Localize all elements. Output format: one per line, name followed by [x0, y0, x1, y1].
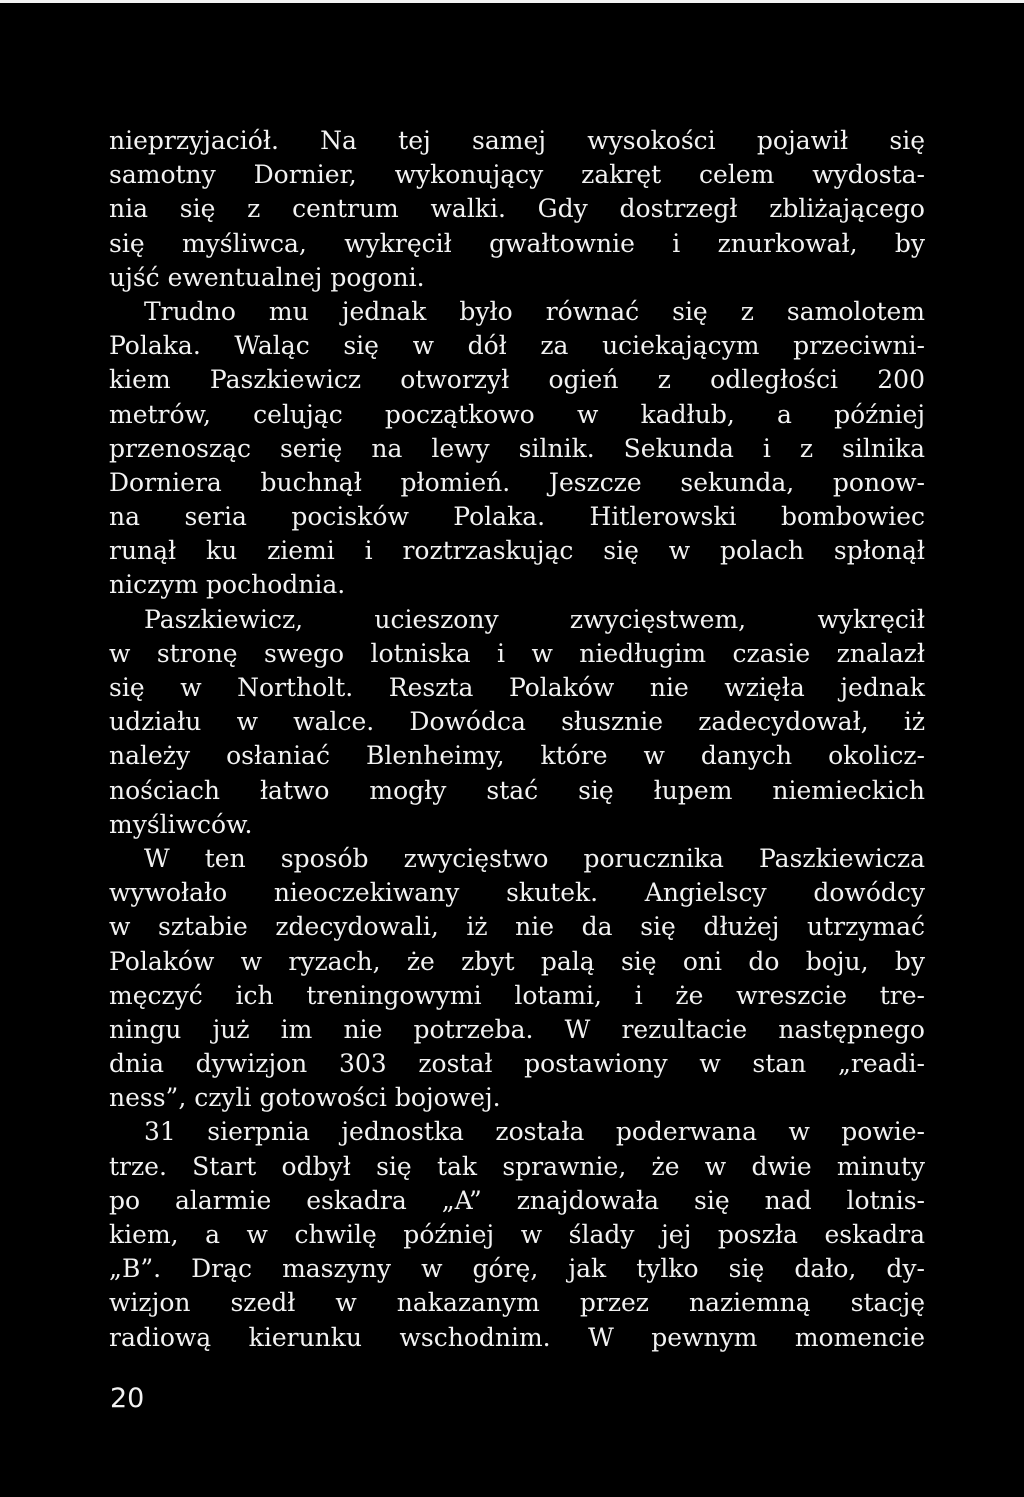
text-line: niczym pochodnia. — [109, 570, 346, 600]
text-line: W ten sposób zwycięstwo porucznika Paszkiewicza — [144, 843, 925, 873]
text-line: nieprzyjaciół. Na tej samej wysokości pojawił się — [109, 126, 925, 155]
text-line: 31 sierpnia jednostka została poderwana w powie- — [144, 1117, 925, 1147]
text-line: Dorniera buchnął płomień. Jeszcze sekunda, ponow- — [109, 467, 925, 497]
text-block — [109, 124, 925, 1355]
text-line: Trudno mu jednak było równać się z samolotem — [144, 296, 925, 326]
text-line: runął ku ziemi i roztrzaskując się w polach spłonął — [109, 536, 925, 566]
top-rule — [0, 0, 1024, 8]
text-line: męczyć ich treningowymi lotami, i że wreszcie tre- — [109, 980, 925, 1010]
text-line: kiem Paszkiewicz otworzył ogień z odległości 200 — [109, 365, 925, 395]
text-line: trze. Start odbył się tak sprawnie, że w dwie minuty — [109, 1151, 925, 1181]
text-line: radiową kierunku wschodnim. W pewnym momencie — [109, 1322, 925, 1352]
text-line: Polaka. Waląc się w dół za uciekającym przeciwni- — [109, 331, 925, 361]
page-number: 20 — [110, 1383, 145, 1414]
text-line: nościach łatwo mogły stać się łupem niemieckich — [109, 775, 925, 805]
text-line: na seria pocisków Polaka. Hitlerowski bombowiec — [109, 502, 925, 532]
text-line: przenosząc serię na lewy silnik. Sekunda i z silnika — [109, 433, 925, 463]
text-line: ness”, czyli gotowości bojowej. — [109, 1083, 501, 1113]
text-line: się myśliwca, wykręcił gwałtownie i znurkował, by — [109, 228, 925, 258]
text-line: ujść ewentualnej pogoni. — [109, 262, 425, 292]
text-line: po alarmie eskadra „A” znajdowała się nad lotnis- — [109, 1185, 925, 1215]
text-line: dnia dywizjon 303 został postawiony w stan „readi- — [109, 1049, 925, 1079]
text-line: wizjon szedł w nakazanym przez naziemną stację — [109, 1288, 925, 1318]
text-line: myśliwców. — [109, 809, 253, 839]
text-line: się w Northolt. Reszta Polaków nie wzięła jednak — [109, 673, 925, 702]
text-line: kiem, a w chwilę później w ślady jej poszła eskadra — [109, 1220, 925, 1249]
text-line: „B”. Drąc maszyny w górę, jak tylko się dało, dy- — [109, 1254, 925, 1284]
text-line: nia się z centrum walki. Gdy dostrzegł zbliżającego — [109, 194, 925, 224]
text-line: w stronę swego lotniska i w niedługim czasie znalazł — [109, 638, 925, 668]
text-line: metrów, celując początkowo w kadłub, a później — [109, 399, 925, 429]
text-line: Polaków w ryzach, że zbyt palą się oni do boju, by — [109, 946, 925, 976]
text-line: w sztabie zdecydowali, iż nie da się dłużej utrzymać — [109, 912, 925, 942]
text-line: należy osłaniać Blenheimy, które w danych okolicz- — [109, 741, 925, 771]
text-line: wywołało nieoczekiwany skutek. Angielscy dowódcy — [109, 878, 925, 908]
text-line: udziału w walce. Dowódca słusznie zadecydował, iż — [109, 707, 925, 737]
text-line: ningu już im nie potrzeba. W rezultacie następnego — [109, 1014, 925, 1044]
text-line: Paszkiewicz, ucieszony zwycięstwem, wykręcił — [144, 604, 925, 634]
text-line: samotny Dornier, wykonujący zakręt celem wydosta- — [109, 160, 925, 190]
